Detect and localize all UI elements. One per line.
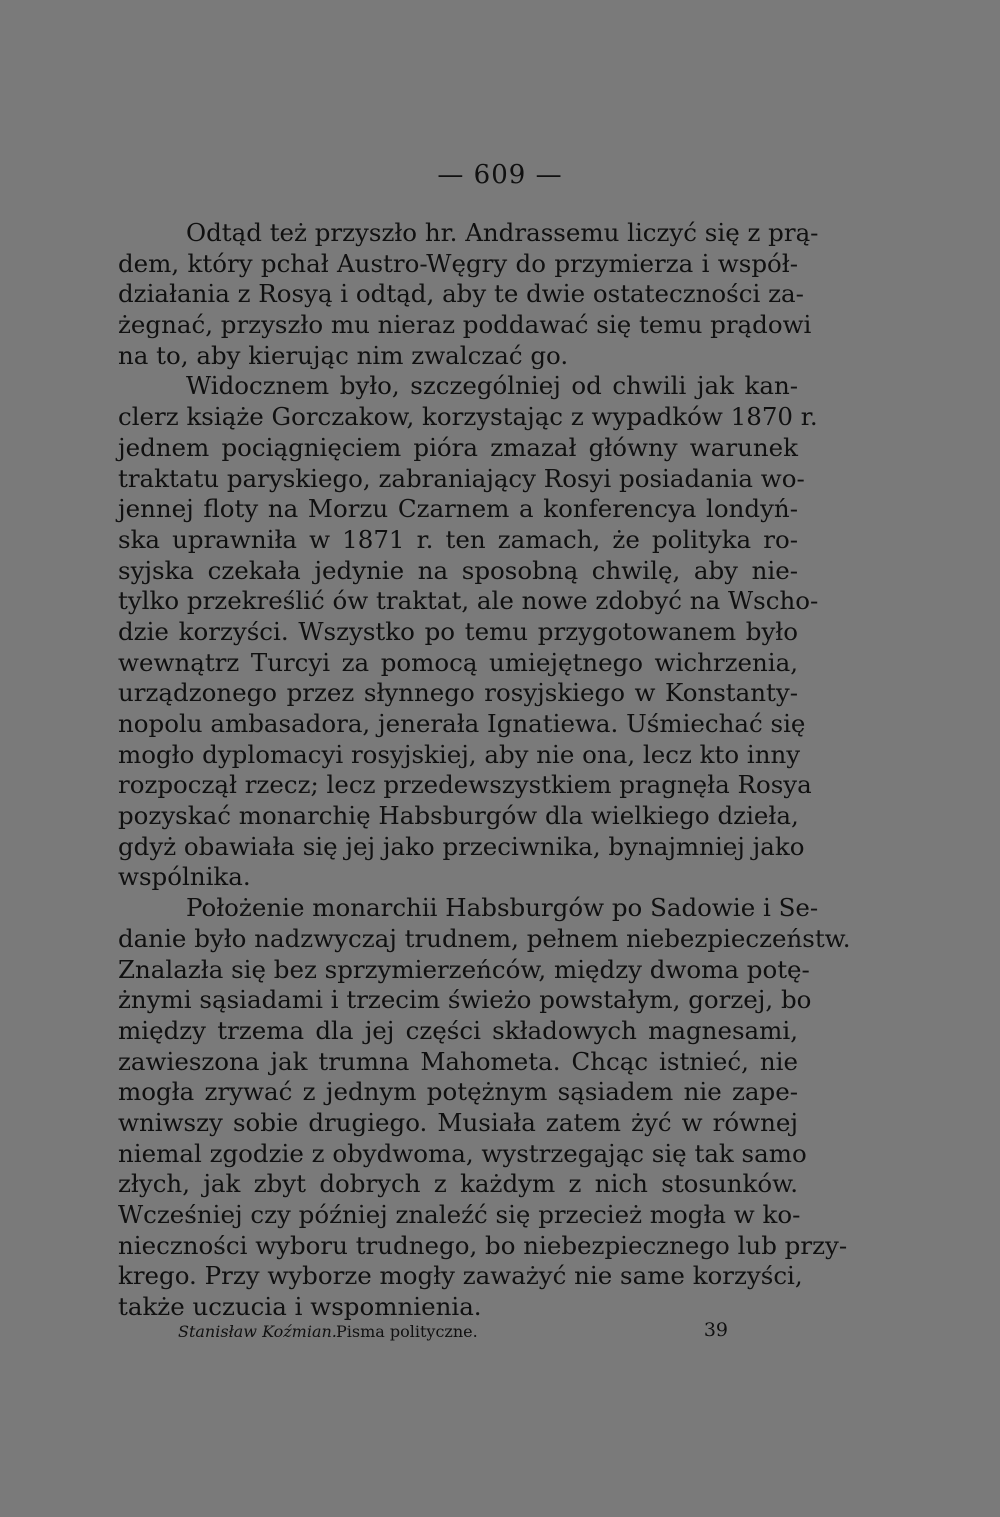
text-line: ska uprawniła w 1871 r. ten zamach, że polityka ro- (118, 524, 798, 554)
text-line: danie było nadzwyczaj trudnem, pełnem niebezpieczeństw. (118, 923, 851, 953)
footer-author: Stanisław Koźmian. (178, 1322, 337, 1341)
text-line: dem, który pchał Austro-Węgry do przymierza i współ- (118, 248, 798, 278)
page-footer (178, 1319, 728, 1350)
text-line: wniwszy sobie drugiego. Musiała zatem żyć w równej (118, 1107, 798, 1137)
text-line: wspólnika. (118, 862, 251, 892)
text-line: także uczucia i wspomnienia. (118, 1292, 482, 1322)
text-line: między trzema dla jej części składowych magnesami, (118, 1015, 798, 1045)
text-line: mogła zrywać z jednym potężnym sąsiadem nie zape- (118, 1077, 798, 1107)
text-line: żegnać, przyszło mu nieraz poddawać się temu prądowi (118, 310, 812, 340)
text-line: Położenie monarchii Habsburgów po Sadowie i Se- (186, 893, 819, 923)
text-line: nopolu ambasadora, jenerała Ignatiewa. Uśmiechać się (118, 709, 806, 738)
text-line: działania z Rosyą i odtąd, aby te dwie ostateczności za- (118, 279, 804, 309)
text-line: Wcześniej czy później znaleźć się przecież mogła w ko- (118, 1200, 801, 1229)
text-line: gdyż obawiała się jej jako przeciwnika, bynajmniej jako (118, 831, 805, 861)
text-line: jednem pociągnięciem pióra zmazał główny warunek (118, 432, 798, 462)
text-line: dzie korzyści. Wszystko po temu przygotowanem było (118, 616, 798, 646)
text-line: krego. Przy wyborze mogły zaważyć nie same korzyści, (118, 1261, 803, 1291)
text-line: traktatu paryskiego, zabraniający Rosyi posiadania wo- (118, 463, 805, 493)
page-number-header: — 609 — (437, 160, 563, 190)
text-line: Odtąd też przyszło hr. Andrassemu liczyć się z prą- (186, 218, 819, 247)
body-text (118, 218, 851, 1323)
text-line: tylko przekreślić ów traktat, ale nowe zdobyć na Wscho- (118, 586, 819, 616)
text-line: urządzonego przez słynnego rosyjskiego w Konstanty- (118, 678, 798, 708)
text-line: na to, aby kierując nim zwalczać go. (118, 340, 569, 370)
text-line: Znalazła się bez sprzymierzeńców, między dwoma potę- (118, 954, 810, 984)
text-line: złych, jak zbyt dobrych z każdym z nich stosunków. (118, 1169, 798, 1199)
text-line: Widocznem było, szczególniej od chwili jak kan- (186, 371, 798, 401)
text-line: nieczności wyboru trudnego, bo niebezpiecznego lub przy- (118, 1230, 848, 1260)
text-line: syjska czekała jedynie na sposobną chwilę, aby nie- (118, 555, 798, 585)
text-line: żnymi sąsiadami i trzecim świeżo powstałym, gorzej, bo (118, 985, 812, 1015)
footer-sheet-number: 39 (703, 1319, 728, 1341)
text-line: wewnątrz Turcyi za pomocą umiejętnego wichrzenia, (118, 647, 798, 677)
text-line: mogło dyplomacyi rosyjskiej, aby nie ona, lecz kto inny (118, 739, 801, 769)
text-line: niemal zgodzie z obydwoma, wystrzegając się tak samo (118, 1138, 807, 1168)
footer-title: Pisma polityczne. (336, 1322, 478, 1341)
text-line: jennej floty na Morzu Czarnem a konferencya londyń- (118, 494, 798, 524)
text-line: zawieszona jak trumna Mahometa. Chcąc istnieć, nie (118, 1046, 798, 1076)
text-line: pozyskać monarchię Habsburgów dla wielkiego dzieła, (118, 801, 799, 831)
text-line: clerz książe Gorczakow, korzystając z wypadków 1870 r. (118, 402, 818, 432)
text-line: rozpoczął rzecz; lecz przedewszystkiem pragnęła Rosya (118, 770, 812, 800)
